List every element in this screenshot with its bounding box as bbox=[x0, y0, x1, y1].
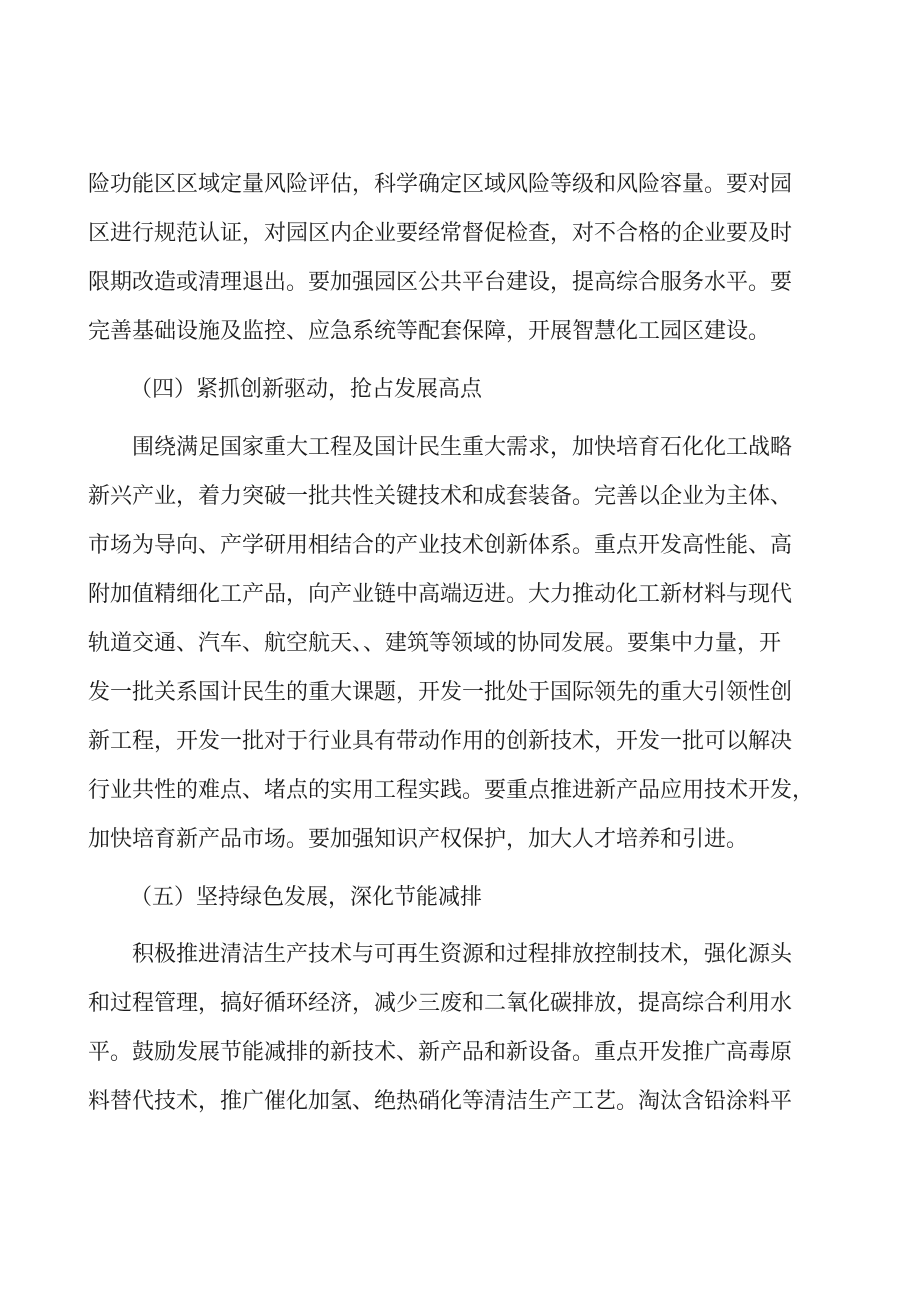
section-heading-4: （四）紧抓创新驱动，抢占发展高点 bbox=[130, 377, 483, 402]
body-line-17: 料替代技术，推广催化加氢、绝热硝化等清洁生产工艺。淘汰含铅涂料平 bbox=[88, 1089, 793, 1114]
body-line-12: 行业共性的难点、堵点的实用工程实践。要重点推进新产品应用技术开发， bbox=[88, 778, 815, 803]
body-line-6: 新兴产业，着力突破一批共性关键技术和成套装备。完善以企业为主体、 bbox=[88, 484, 793, 509]
body-line-11: 新工程，开发一批对于行业具有带动作用的创新技术，开发一批可以解决 bbox=[88, 729, 793, 754]
body-line-3: 限期改造或清理退出。要加强园区公共平台建设，提高综合服务水平。要 bbox=[88, 270, 793, 295]
body-line-7: 市场为导向、产学研用相结合的产业技术创新体系。重点开发高性能、高 bbox=[88, 533, 793, 558]
body-line-2: 区进行规范认证，对园区内企业要经常督促检查，对不合格的企业要及时 bbox=[88, 221, 793, 246]
body-line-13: 加快培育新产品市场。要加强知识产权保护，加大人才培养和引进。 bbox=[88, 827, 749, 852]
body-line-5: 围绕满足国家重大工程及国计民生重大需求，加快培育石化化工战略 bbox=[132, 435, 793, 460]
section-heading-5: （五）坚持绿色发展，深化节能减排 bbox=[130, 885, 483, 910]
body-line-10: 发一批关系国计民生的重大课题，开发一批处于国际领先的重大引领性创 bbox=[88, 680, 793, 705]
body-line-16: 平。鼓励发展节能减排的新技术、新产品和新设备。重点开发推广高毒原 bbox=[88, 1040, 793, 1065]
body-line-14: 积极推进清洁生产技术与可再生资源和过程排放控制技术，强化源头 bbox=[132, 942, 793, 967]
body-line-4: 完善基础设施及监控、应急系统等配套保障，开展智慧化工园区建设。 bbox=[88, 319, 771, 344]
body-line-15: 和过程管理，搞好循环经济，减少三废和二氧化碳排放，提高综合利用水 bbox=[88, 991, 793, 1016]
body-line-9: 轨道交通、汽车、航空航天、、建筑等领域的协同发展。要集中力量，开 bbox=[88, 631, 782, 656]
body-line-8: 附加值精细化工产品，向产业链中高端迈进。大力推动化工新材料与现代 bbox=[88, 582, 793, 607]
body-line-1: 险功能区区域定量风险评估，科学确定区域风险等级和风险容量。要对园 bbox=[88, 172, 793, 197]
